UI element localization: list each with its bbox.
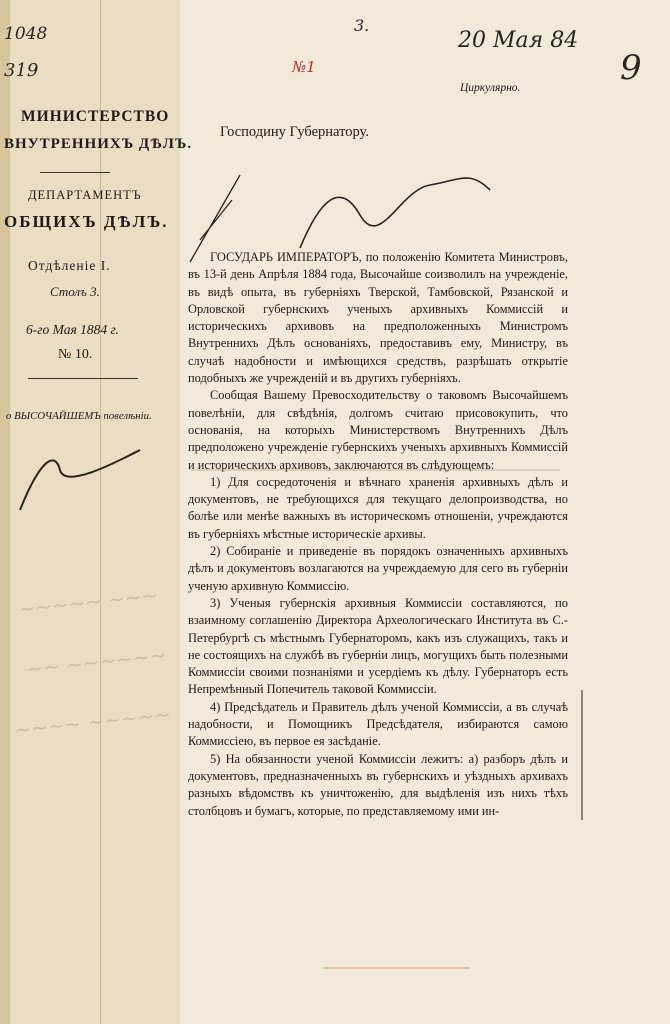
point-4: 4) Предсѣдатель и Правитель дѣлъ ученой Коммиссіи, а въ случаѣ надобности, и Помощникъ Предсѣдателя, избираются самою Коммиссіею, въ первое ея засѣданіе.	[188, 699, 568, 749]
signature-mark	[300, 178, 490, 248]
document-date: 6-го Мая 1884 г.	[26, 322, 119, 337]
bleedthrough-writing-2: ~~ ~~~~~~	[25, 642, 168, 682]
left-margin	[10, 0, 180, 1024]
subject-line: о ВЫСОЧАЙШЕМЪ повелѣніи.	[6, 410, 152, 422]
point-5: 5) На обязанности ученой Коммиссіи лежитъ: а) разборъ дѣлъ и документовъ, предназначенныхъ въ губернскихъ и уѣздныхъ архивахъ разныхъ вѣдомствъ къ уничтоженію, для выдѣленія изъ нихъ тѣхъ столбцовъ и бумагъ, которые, по представляемому ими ин-	[188, 751, 568, 818]
circular-label: Циркулярно.	[460, 82, 521, 94]
paragraph-1: ГОСУДАРЬ ИМПЕРАТОРЪ, по положенію Комитета Министровъ, въ 13-й день Апрѣля 1884 года, Высочайше соизволилъ на учрежденіе, въ видѣ опыта, въ губерніяхъ Тверской, Тамбовской, Рязанской и Орловской губернскихъ ученыхъ архивныхъ Коммиссій и историческихъ архивовъ на предположенныхъ Министромъ Внутреннихъ Дѣлъ основаніяхъ, предоставивъ ему, Министру, въ случаѣ надобности и имѣющихся средствъ, разрѣшать открытіе подобныхъ же учрежденій и въ другихъ губерніяхъ.	[188, 250, 568, 386]
bleedthrough-writing-3: ~~~~ ~~~~~	[13, 701, 173, 743]
date-divider	[28, 378, 138, 379]
department-name: ОБЩИХЪ ДѢЛЪ.	[4, 212, 169, 231]
archive-number-2: 319	[4, 60, 39, 81]
document-number: № 10.	[58, 347, 93, 362]
bleedthrough-writing: ~~~~~ ~~~	[17, 582, 160, 622]
point-1: 1) Для сосредоточенія и вѣчнаго храненія архивныхъ дѣлъ и документовъ, не требующихся для текущаго делопроизводства, но болѣе или менѣе важныхъ въ историческомъ отношеніи, учреждаются въ губерніяхъ мѣстные историческіе архивы.	[188, 474, 568, 541]
addressee: Господину Губернатору.	[220, 124, 369, 140]
paragraph-2: Сообщая Вашему Превосходительству о таковомъ Высочайшемъ повелѣніи, для свѣдѣнія, долгомъ считаю присовокупить, что основанія, на которыхъ Министерствомъ Внутреннихъ Дѣлъ предположено учрежденіе губернскихъ ученыхъ архивныхъ Коммиссій и историческихъ архивовъ, заключаются въ слѣдующемъ:	[188, 388, 568, 472]
page-fold	[100, 0, 101, 1024]
circular-body	[188, 249, 568, 820]
ministry-subtitle: ВНУТРЕННИХЪ ДѢЛЪ.	[4, 136, 193, 152]
header-divider	[40, 172, 110, 173]
point-2: 2) Собираніе и приведеніе въ порядокъ означенныхъ архивныхъ дѣлъ и документовъ возлагаются на учреждаемую для сего въ губерніи ученую архивную Коммиссію.	[188, 544, 568, 593]
ministry-name: МИНИСТЕРСТВО	[21, 108, 170, 125]
date-handwritten: 20 Мая 84	[458, 28, 579, 53]
point-3: 3) Ученыя губернскія архивныя Коммиссіи составляются, по взаимному соглашенію Директора Археологическаго Института въ С.-Петербургѣ съ мѣстнымъ Губернаторомъ, какъ изъ служащихъ, такъ и не состоящихъ на службѣ въ губерніи лицъ, могущихъ быть полезными Коммиссіи своими познаніями и усердіемъ къ дѣлу. Губернаторъ есть Непремѣнный Попечитель таковой Коммиссіи.	[188, 595, 568, 697]
folio-mark: 3.	[354, 16, 370, 35]
binding-strip	[0, 0, 10, 1024]
section-label: Отдѣленіе I.	[28, 258, 111, 273]
desk-label: Столъ 3.	[50, 284, 100, 299]
archive-number-1: 1048	[4, 24, 48, 44]
sheet-number: 9	[620, 48, 642, 88]
red-number-mark: №1	[292, 58, 316, 76]
department-label: ДЕПАРТАМЕНТЪ	[28, 188, 142, 202]
